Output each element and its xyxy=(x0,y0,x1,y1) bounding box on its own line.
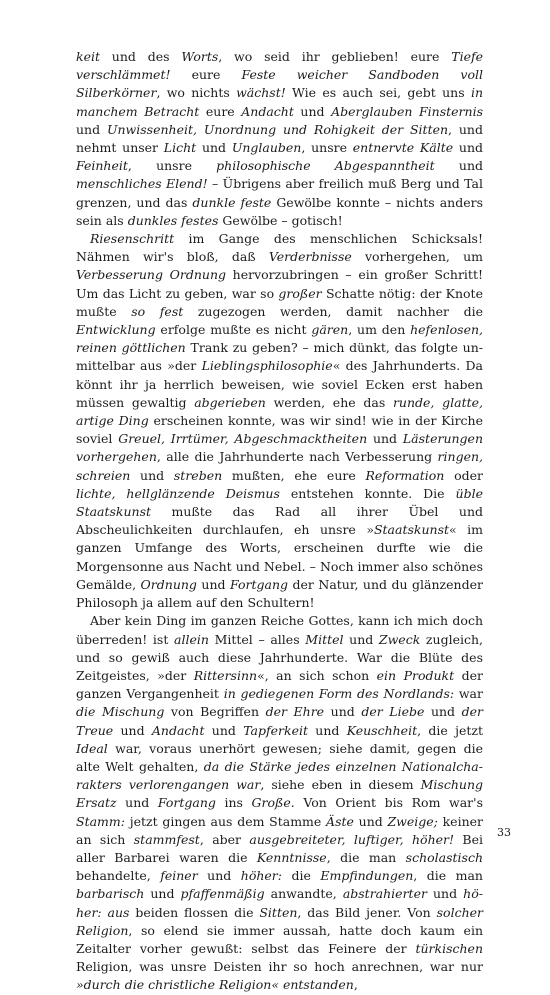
text-run: und xyxy=(434,158,484,174)
emphasis-text: die Mischung xyxy=(76,704,165,720)
text-run: , unsre xyxy=(127,158,217,174)
emphasis-text: solcher Religion xyxy=(76,904,483,938)
text-run: war, voraus unerhört gewesen; siehe damit, gegen die alte Welt gehalten, xyxy=(76,740,483,774)
text-run: und xyxy=(196,140,232,156)
text-run: erfolge mußte es nicht xyxy=(155,322,312,338)
emphasis-text: dunkles festes xyxy=(127,212,219,228)
text-run: werden, ehe das xyxy=(265,394,393,410)
text-run: , um den xyxy=(348,322,411,338)
emphasis-text: Ordnung xyxy=(140,576,197,592)
text-run: und xyxy=(293,103,332,119)
text-run: und xyxy=(204,722,244,738)
text-run: mußten, ehe eure xyxy=(222,467,366,483)
emphasis-text: Unglauben xyxy=(231,140,302,156)
text-run: , xyxy=(353,977,358,993)
emphasis-text: der Liebe xyxy=(361,704,425,720)
emphasis-text: üble Staatskunst xyxy=(76,485,483,520)
emphasis-text: allein xyxy=(174,631,209,647)
text-run: Gewölbe – gotisch! xyxy=(218,212,343,228)
text-run: und xyxy=(424,704,462,720)
text-run: , wo nichts xyxy=(156,85,237,101)
text-run: , wo seid ihr geblieben! eure xyxy=(218,49,452,64)
text-run: und xyxy=(308,722,347,738)
text-run: Bei aller Barbarei waren die xyxy=(76,831,483,865)
emphasis-text: Empfindungen xyxy=(320,868,414,884)
emphasis-text: Sitten xyxy=(259,904,298,920)
text-run: und xyxy=(197,868,241,884)
emphasis-text: scholastisch xyxy=(405,849,483,865)
text-run: erscheinen konnte, was wir sind! wie in der Kirche soviel xyxy=(76,413,483,447)
text-run: von Begriffen xyxy=(164,704,266,720)
emphasis-text: der Treue xyxy=(76,704,483,738)
emphasis-text: pfaffenmäßig xyxy=(180,886,265,902)
emphasis-text: Lieblingsphilosophie xyxy=(201,358,333,374)
text-run: und xyxy=(76,121,107,137)
emphasis-text: Rittersinn xyxy=(193,667,258,683)
emphasis-text: keit xyxy=(76,49,100,64)
emphasis-text: Feinheit xyxy=(76,158,128,174)
emphasis-text: Feste weicher Sandboden voll Silberkörner xyxy=(76,67,483,101)
emphasis-text: Verderbnisse xyxy=(268,249,352,265)
emphasis-text: menschliches Elend! xyxy=(76,176,208,192)
text-run: – Übrigens aber freilich muß Berg und Tal grenzen, und das xyxy=(76,176,484,210)
text-run: und xyxy=(426,886,464,902)
emphasis-text: abstrahierter xyxy=(342,886,427,902)
text-run: und xyxy=(113,722,152,738)
emphasis-text: in gediegenen Form des Nordlands: xyxy=(223,686,455,702)
emphasis-text: Greuel, Irrtümer, Abgeschmacktheiten xyxy=(118,431,368,447)
paragraph-3 xyxy=(76,612,483,994)
emphasis-text: lichte, hellglänzende Deismus xyxy=(76,485,280,501)
text-run: , so elend sie immer aussah, hatte doch kaum ein Zeitalter vorher gewußt: selbst das Feinere der xyxy=(76,922,483,956)
emphasis-text: Unwissenheit, Unordnung und Rohigkeit der Sitten xyxy=(106,121,449,137)
emphasis-text: ein Produkt xyxy=(376,667,455,683)
text-run: Aber kein Ding im ganzen Reiche Gottes, kann ich mich doch überreden! ist xyxy=(76,613,483,647)
emphasis-text: der Ehre xyxy=(265,704,325,720)
emphasis-text: ringen, schreien xyxy=(76,449,483,483)
text-run: und xyxy=(144,886,181,902)
text-run: «, an sich schon xyxy=(257,667,377,683)
text-run: und xyxy=(130,467,174,483)
text-run: behandelte, xyxy=(76,868,161,884)
text-run: , das Bild jener. Von xyxy=(297,904,437,920)
text-run: Mittel – alles xyxy=(208,631,306,647)
emphasis-text: gären xyxy=(311,322,349,338)
emphasis-text: Reformation xyxy=(365,467,445,483)
text-run: zugleich, und so gewiß auch diese Jahrhunderte. War die Blüte des Zeitgeistes, »der xyxy=(76,631,483,683)
text-run: und xyxy=(324,704,362,720)
text-run: anwandte, xyxy=(264,886,343,902)
text-run: eure xyxy=(199,103,242,119)
emphasis-text: feiner xyxy=(160,868,198,884)
emphasis-text: wächst! xyxy=(236,85,286,101)
paragraph-1 xyxy=(76,48,483,230)
text-run: , und nehmt unser xyxy=(76,121,483,156)
text-run: und xyxy=(353,813,388,829)
emphasis-text: Tapferkeit xyxy=(243,722,309,738)
text-run: mußte das Rad all ihrer Übel und Abscheulichkeiten durchlaufen, eh unsre » xyxy=(76,504,483,538)
text-run: der ganzen Vergangenheit xyxy=(76,667,483,702)
text-run: und xyxy=(453,140,483,156)
emphasis-text: Worts xyxy=(181,49,219,64)
emphasis-text: ausgebreiteter, luftiger, höher! xyxy=(249,831,455,847)
text-run: , alle die Jahrhunderte nach Verbesserung xyxy=(156,449,438,465)
body-text xyxy=(76,48,483,995)
emphasis-text: stammfest xyxy=(133,831,200,847)
emphasis-text: Kenntnisse xyxy=(256,849,327,865)
text-run: eure xyxy=(170,67,242,83)
emphasis-text: dunkle feste xyxy=(192,194,272,210)
emphasis-text: höher: aus xyxy=(76,886,483,920)
text-run: , siehe eben in diesem xyxy=(260,777,421,793)
emphasis-text: Staatskunst xyxy=(373,522,450,538)
text-run: keiner an sich xyxy=(76,813,483,847)
text-run: der Natur, und du glänzender Philosoph ja allem auf den Schultern! xyxy=(76,576,483,611)
emphasis-text: Lästerungen vorhergehen xyxy=(76,431,483,465)
text-run: oder xyxy=(444,467,483,483)
text-run: , aber xyxy=(199,831,250,847)
text-run: Schatte nötig: der Knote mußte xyxy=(76,285,483,319)
emphasis-text: Aberglauben Finsternis xyxy=(331,103,483,119)
emphasis-text: Verbesserung Ordnung xyxy=(76,267,226,283)
paragraph-2 xyxy=(76,230,483,612)
text-run: entstehen konnte. Die xyxy=(279,485,456,501)
emphasis-text: Zweck xyxy=(378,631,421,647)
emphasis-text: da die Stärke jedes einzelnen Nationalcharakters verlorengangen war xyxy=(76,758,483,793)
text-run: ins xyxy=(215,795,252,811)
emphasis-text: Keuschheit xyxy=(346,722,418,738)
emphasis-text: philosophische Abgespanntheit xyxy=(216,158,435,174)
text-run: Religion, was unsre Deisten ihr so hoch anrechnen, war nur xyxy=(76,959,483,975)
emphasis-text: runde, glatte, artige Ding xyxy=(76,394,483,429)
emphasis-text: Fortgang xyxy=(157,795,216,811)
emphasis-text: Andacht xyxy=(151,722,205,738)
text-run: jetzt gingen aus dem Stamme xyxy=(124,813,327,829)
text-run: « im ganzen Umfange des Worts, erscheinen durfte wie die Morgensonne aus Nacht und Nebel. – Noch immer also schönes Gemälde, xyxy=(76,522,483,592)
text-run: war xyxy=(454,686,483,702)
text-run: Gewölbe konnte – nichts anders sein als xyxy=(76,194,484,228)
text-run: die xyxy=(281,868,321,884)
text-run: , die jetzt xyxy=(417,722,483,738)
text-run: vorhergehen, um xyxy=(351,249,483,265)
emphasis-text: abgerieben xyxy=(194,394,266,410)
text-run: , unsre xyxy=(301,140,353,156)
text-run: und xyxy=(116,795,158,811)
text-run: hervorzubringen – ein großer Schritt! Um das Licht zu geben, war so xyxy=(76,267,483,301)
page-number: 33 xyxy=(497,826,511,839)
emphasis-text: entnervte Kälte xyxy=(352,140,454,156)
emphasis-text: Fortgang xyxy=(230,576,289,592)
emphasis-text: Riesenschritt xyxy=(90,231,175,247)
emphasis-text: Große. xyxy=(251,795,295,811)
text-run: beiden flossen die xyxy=(129,904,260,920)
text-run: « des Jahrhunderts. Da könnt ihr ja herrlich beweisen, wie soviel Ecken erst haben müssen gewaltig xyxy=(76,358,483,410)
text-run: Wie es auch sei, gebt uns xyxy=(285,85,471,101)
emphasis-text: Ideal xyxy=(76,740,108,756)
emphasis-text: Tiefe verschlämmet! xyxy=(76,49,483,83)
text-run: im Gange des menschlichen Schicksals! Nähmen wir's bloß, daß xyxy=(76,231,483,265)
emphasis-text: so fest xyxy=(131,303,184,319)
emphasis-text: höher: xyxy=(240,868,282,884)
emphasis-text: türkischen xyxy=(415,940,483,956)
emphasis-text: in manchem Betracht xyxy=(76,85,484,119)
emphasis-text: Äste xyxy=(326,813,354,829)
emphasis-text: Mittel xyxy=(305,631,344,647)
emphasis-text: großer xyxy=(278,285,322,301)
emphasis-text: hefenlosen, reinen göttlichen xyxy=(76,322,483,356)
text-run: , die man xyxy=(326,849,406,865)
emphasis-text: streben xyxy=(173,467,223,483)
emphasis-text: Andacht xyxy=(241,103,294,119)
emphasis-text: »durch die christliche Religion« entstanden xyxy=(76,977,354,993)
text-run: und xyxy=(367,431,403,447)
text-run: Trank zu geben? – mich dünkt, das folgte unmittelbar aus »der xyxy=(76,340,483,374)
emphasis-text: barbarisch xyxy=(76,886,145,902)
emphasis-text: Licht xyxy=(163,140,197,156)
emphasis-text: Stamm: xyxy=(76,813,125,829)
emphasis-text: Mischung Ersatz xyxy=(76,777,483,811)
text-run: Von Orient bis Rom war's xyxy=(294,795,483,811)
text-run: und xyxy=(196,576,231,592)
text-run: und xyxy=(343,631,379,647)
emphasis-text: Zweige; xyxy=(387,813,438,829)
text-run: und des xyxy=(100,49,182,64)
text-run: , die man xyxy=(413,868,483,884)
emphasis-text: Entwicklung xyxy=(76,322,156,338)
text-run: zugezogen werden, damit nachher die xyxy=(183,303,483,319)
